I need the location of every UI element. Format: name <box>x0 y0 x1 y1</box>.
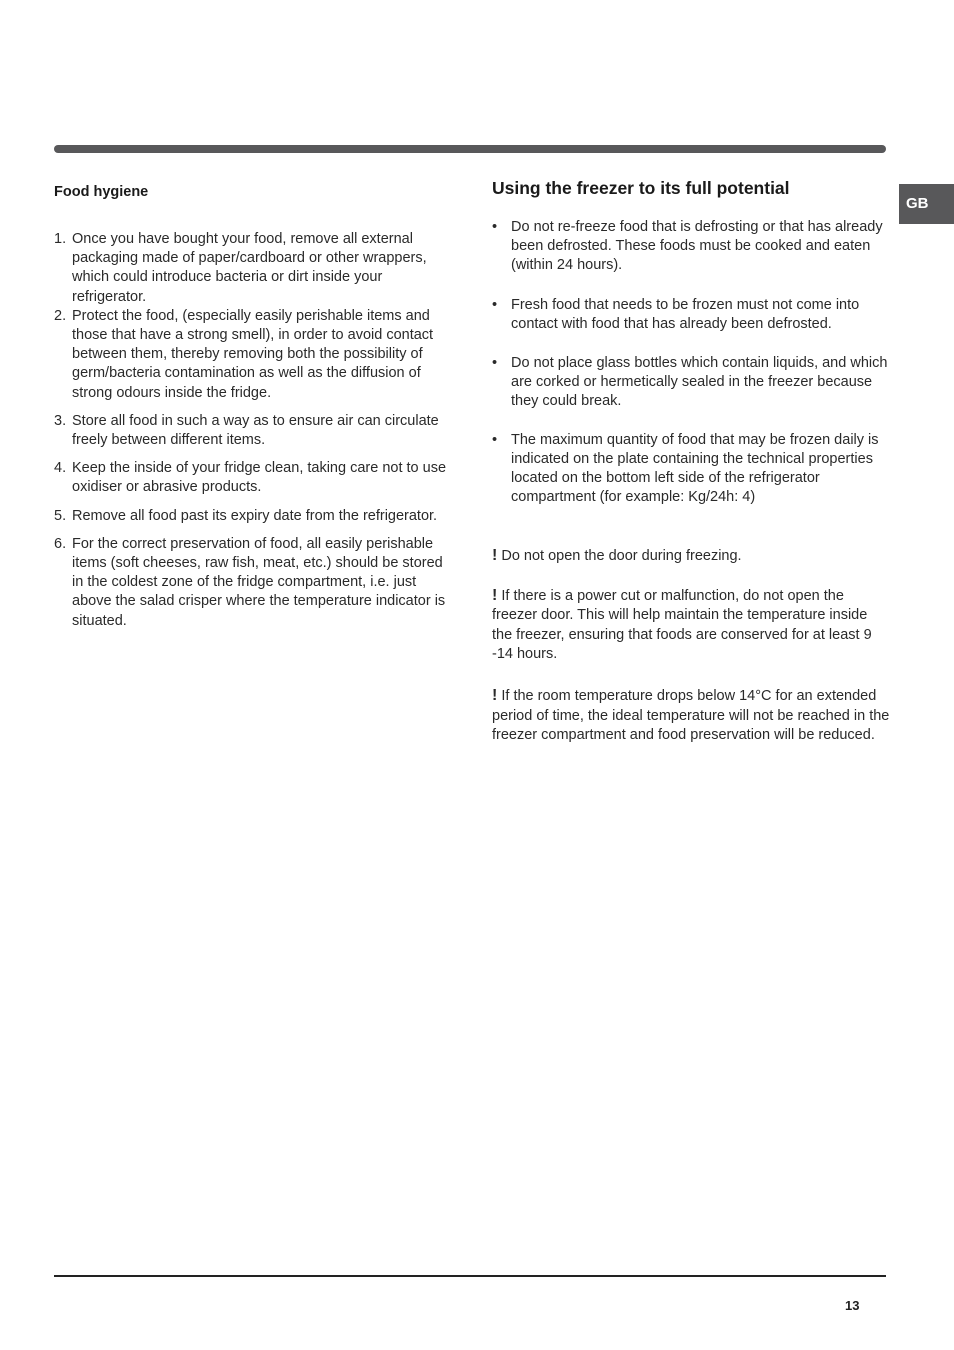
list-item-text: Fresh food that needs to be frozen must not come into contact with food that has already been defrosted. <box>511 296 860 332</box>
list-item-number: 1. <box>54 231 67 247</box>
bullet-icon: • <box>492 296 498 313</box>
list-item-number: 3. <box>54 412 67 429</box>
list-item <box>54 535 449 631</box>
warning-note <box>492 586 890 665</box>
list-item-text: Remove all food past its expiry date from the refrigerator. <box>72 507 438 524</box>
language-tab: GB <box>899 184 954 224</box>
list-item-text: The maximum quantity of food that may be frozen daily is indicated on the plate containing the technical properties located on the bottom left side of the refrigerator compartment (for example: Kg/24h: 4) <box>511 431 879 506</box>
freezer-tips-list <box>492 218 890 507</box>
warning-text: If the room temperature drops below 14°C for an extended period of time, the ideal temperature will not be reached in the freezer compartment and food preservation will be reduced. <box>492 688 890 744</box>
warning-icon: ! <box>492 586 498 604</box>
bullet-icon: • <box>492 355 498 372</box>
list-item-number: 2. <box>54 307 67 324</box>
header-divider <box>54 145 886 153</box>
list-item <box>492 218 890 276</box>
list-item <box>492 431 890 508</box>
page-number: 13 <box>845 1298 860 1313</box>
list-item <box>54 412 449 450</box>
bullet-icon: • <box>492 219 498 235</box>
list-item-number: 4. <box>54 460 67 477</box>
food-hygiene-heading: Food hygiene <box>54 184 149 200</box>
warning-text: Do not open the door during freezing. <box>501 548 742 565</box>
footer-divider <box>54 1275 886 1277</box>
list-item <box>54 230 449 307</box>
warning-icon: ! <box>492 547 498 565</box>
list-item-text: Do not re-freeze food that is defrosting or that has already been defrosted. These foods must be cooked and eaten (within 24 hours). <box>511 219 883 274</box>
list-item <box>492 354 890 412</box>
list-item-text: Store all food in such a way as to ensure air can circulate freely between different items. <box>72 412 439 449</box>
freezer-heading: Using the freezer to its full potential <box>492 178 790 198</box>
list-item <box>54 307 449 403</box>
food-hygiene-section <box>54 180 449 631</box>
list-item-text: For the correct preservation of food, all easily perishable items (soft cheeses, raw fish, meat, etc.) should be stored in the coldest zone of the fridge compartment, i.e. just above the salad crisper where the temperature indicator is situated. <box>72 535 446 629</box>
warning-text: If there is a power cut or malfunction, do not open the freezer door. This will help maintain the temperature inside the freezer, ensuring that foods are conserved for at least 9 -14 hours. <box>492 587 872 663</box>
freezer-section <box>492 176 890 746</box>
list-item <box>54 507 449 526</box>
list-item <box>54 459 449 497</box>
list-item-number: 6. <box>54 535 67 552</box>
food-hygiene-list <box>54 230 449 631</box>
bullet-icon: • <box>492 431 498 448</box>
list-item <box>492 296 890 334</box>
warning-note <box>492 686 890 745</box>
warning-note <box>492 546 890 566</box>
list-item-text: Once you have bought your food, remove all external packaging made of paper/cardboard or other wrappers, which could introduce bacteria or dirt inside your refrigerator. <box>72 231 427 305</box>
list-item-number: 5. <box>54 507 67 524</box>
list-item-text: Protect the food, (especially easily perishable items and those that have a strong smell), in order to avoid contact between them, thereby removing both the possibility of germ/bacteria contamination as well as the diffusion of strong odours inside the fridge. <box>72 307 434 401</box>
list-item-text: Keep the inside of your fridge clean, taking care not to use oxidiser or abrasive products. <box>72 460 447 496</box>
warning-icon: ! <box>492 687 498 705</box>
list-item-text: Do not place glass bottles which contain liquids, and which are corked or hermetically sealed in the freezer because they could break. <box>511 355 888 410</box>
